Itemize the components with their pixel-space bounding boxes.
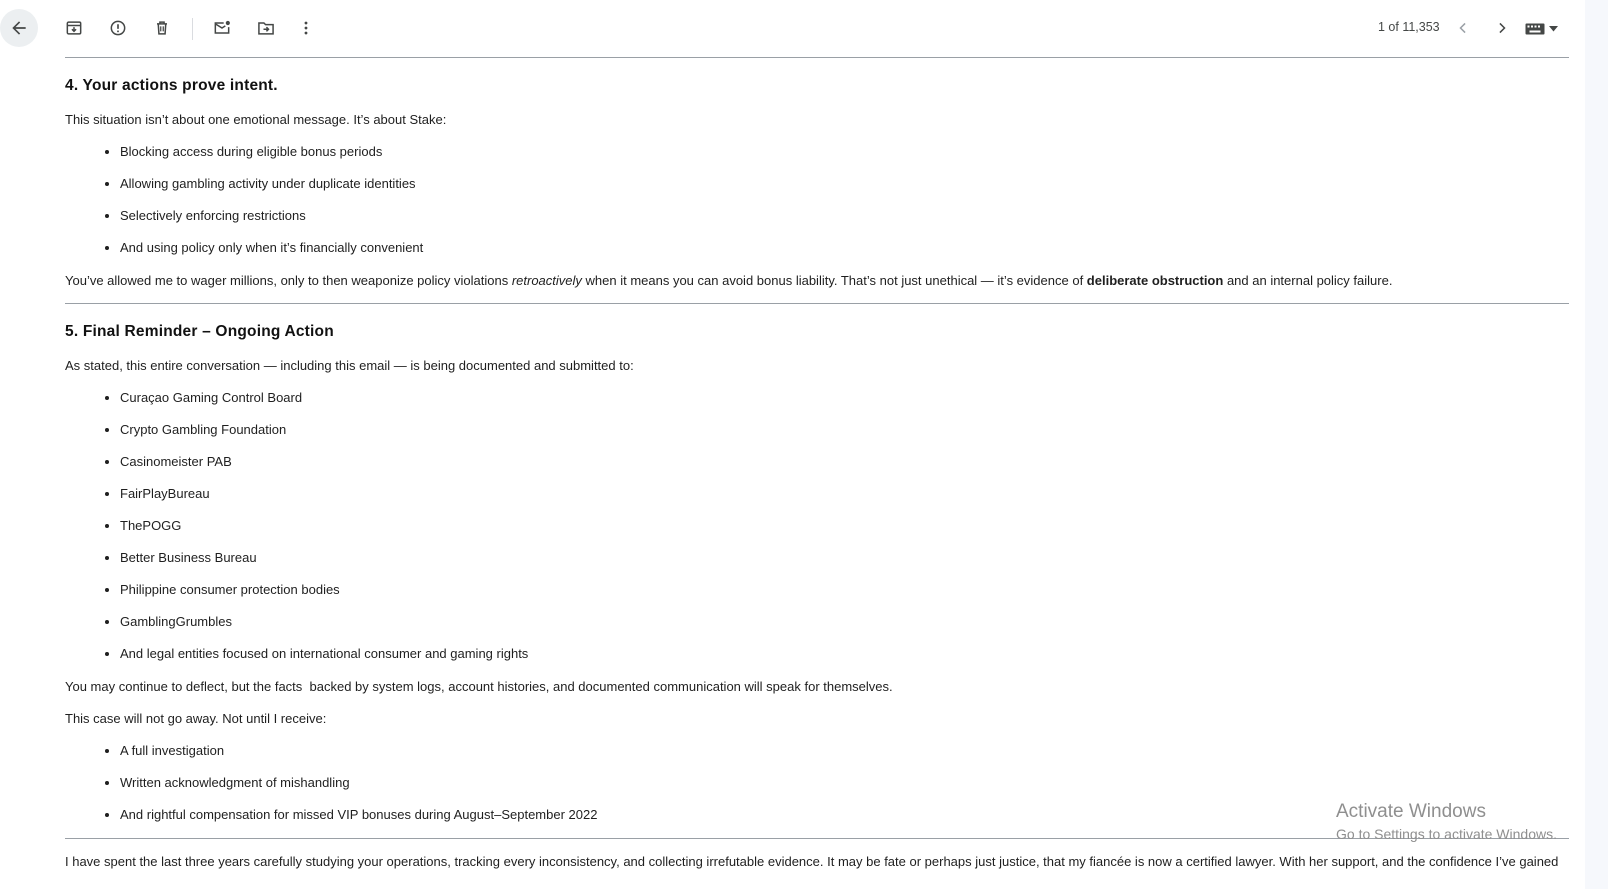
mark-unread-icon: [212, 18, 232, 38]
list-item: • FairPlayBureau: [120, 486, 1569, 502]
chevron-left-icon: [1453, 18, 1473, 38]
back-arrow-icon: [9, 18, 29, 38]
chevron-right-icon: [1492, 18, 1512, 38]
delete-button[interactable]: [143, 9, 181, 47]
list-item: • Better Business Bureau: [120, 550, 1569, 566]
bullet-list: [65, 390, 1569, 662]
report-spam-icon: [108, 18, 128, 38]
list-item: • Allowing gambling activity under duplicate identities: [120, 176, 1569, 192]
paragraph: You’ve allowed me to wager millions, only to then weaponize policy violations retroactively when it means you can avoid bonus liability. That’s not just unethical — it’s evidence of deliberate obstruction and an internal policy failure.: [65, 273, 1393, 288]
newer-button[interactable]: [1444, 9, 1482, 47]
bullet-list: [65, 144, 1569, 256]
delete-icon: [152, 18, 172, 38]
watermark-subtitle: Go to Settings to activate Windows.: [1336, 826, 1557, 842]
list-item: • Philippine consumer protection bodies: [120, 582, 1569, 598]
list-item: • Blocking access during eligible bonus periods: [120, 144, 1569, 160]
back-button[interactable]: [0, 9, 38, 47]
paragraph: I have spent the last three years carefully studying your operations, tracking every inconsistency, and collecting irrefutable evidence. It may be fate or perhaps just justice, that my fiancée is now a certified lawyer. With her support, and the confidence I’ve gained: [65, 854, 1559, 869]
divider: [65, 303, 1569, 304]
report-spam-button[interactable]: [99, 9, 137, 47]
paragraph: As stated, this entire conversation — including this email — is being documented and submitted to:: [65, 358, 634, 373]
archive-button[interactable]: [55, 9, 93, 47]
emphasis: retroactively: [511, 273, 582, 288]
move-to-button[interactable]: [247, 9, 285, 47]
list-item: • Casinomeister PAB: [120, 454, 1569, 470]
list-item: • Written acknowledgment of mishandling: [120, 775, 1569, 791]
list-item: • Curaçao Gaming Control Board: [120, 390, 1569, 406]
section-heading: 5. Final Reminder – Ongoing Action: [65, 323, 334, 340]
list-item: • A full investigation: [120, 743, 1569, 759]
strong-text: deliberate obstruction: [1086, 273, 1224, 288]
watermark-title: Activate Windows: [1336, 801, 1486, 822]
more-vert-icon: [296, 18, 316, 38]
older-button[interactable]: [1483, 9, 1521, 47]
email-body: [65, 57, 1569, 870]
list-item: • And legal entities focused on international consumer and gaming rights: [120, 646, 1569, 662]
divider: [65, 57, 1569, 58]
list-item: • GamblingGrumbles: [120, 614, 1569, 630]
move-to-icon: [256, 18, 276, 38]
section-heading: 4. Your actions prove intent.: [65, 77, 278, 94]
mark-unread-button[interactable]: [203, 9, 241, 47]
paragraph: You may continue to deflect, but the facts backed by system logs, account histories, and documented communication will speak for themselves.: [65, 679, 893, 694]
toolbar-divider: [192, 18, 193, 40]
paragraph: This situation isn’t about one emotional message. It’s about Stake:: [65, 112, 447, 127]
input-tools-button[interactable]: [1525, 18, 1569, 40]
message-counter: 1 of 11,353: [1378, 20, 1440, 34]
paragraph: This case will not go away. Not until I receive:: [65, 711, 327, 726]
more-options-button[interactable]: [287, 9, 325, 47]
list-item: • Crypto Gambling Foundation: [120, 422, 1569, 438]
keyboard-icon: [1525, 22, 1545, 36]
list-item: • Selectively enforcing restrictions: [120, 208, 1569, 224]
list-item: • And rightful compensation for missed VIP bonuses during August–September 2022: [120, 807, 1569, 823]
list-item: • And using policy only when it’s financially convenient: [120, 240, 1569, 256]
list-item: • ThePOGG: [120, 518, 1569, 534]
email-toolbar: [0, 0, 1585, 56]
activate-windows-watermark: [1336, 800, 1557, 843]
archive-icon: [64, 18, 84, 38]
caret-down-icon: [1549, 26, 1558, 32]
